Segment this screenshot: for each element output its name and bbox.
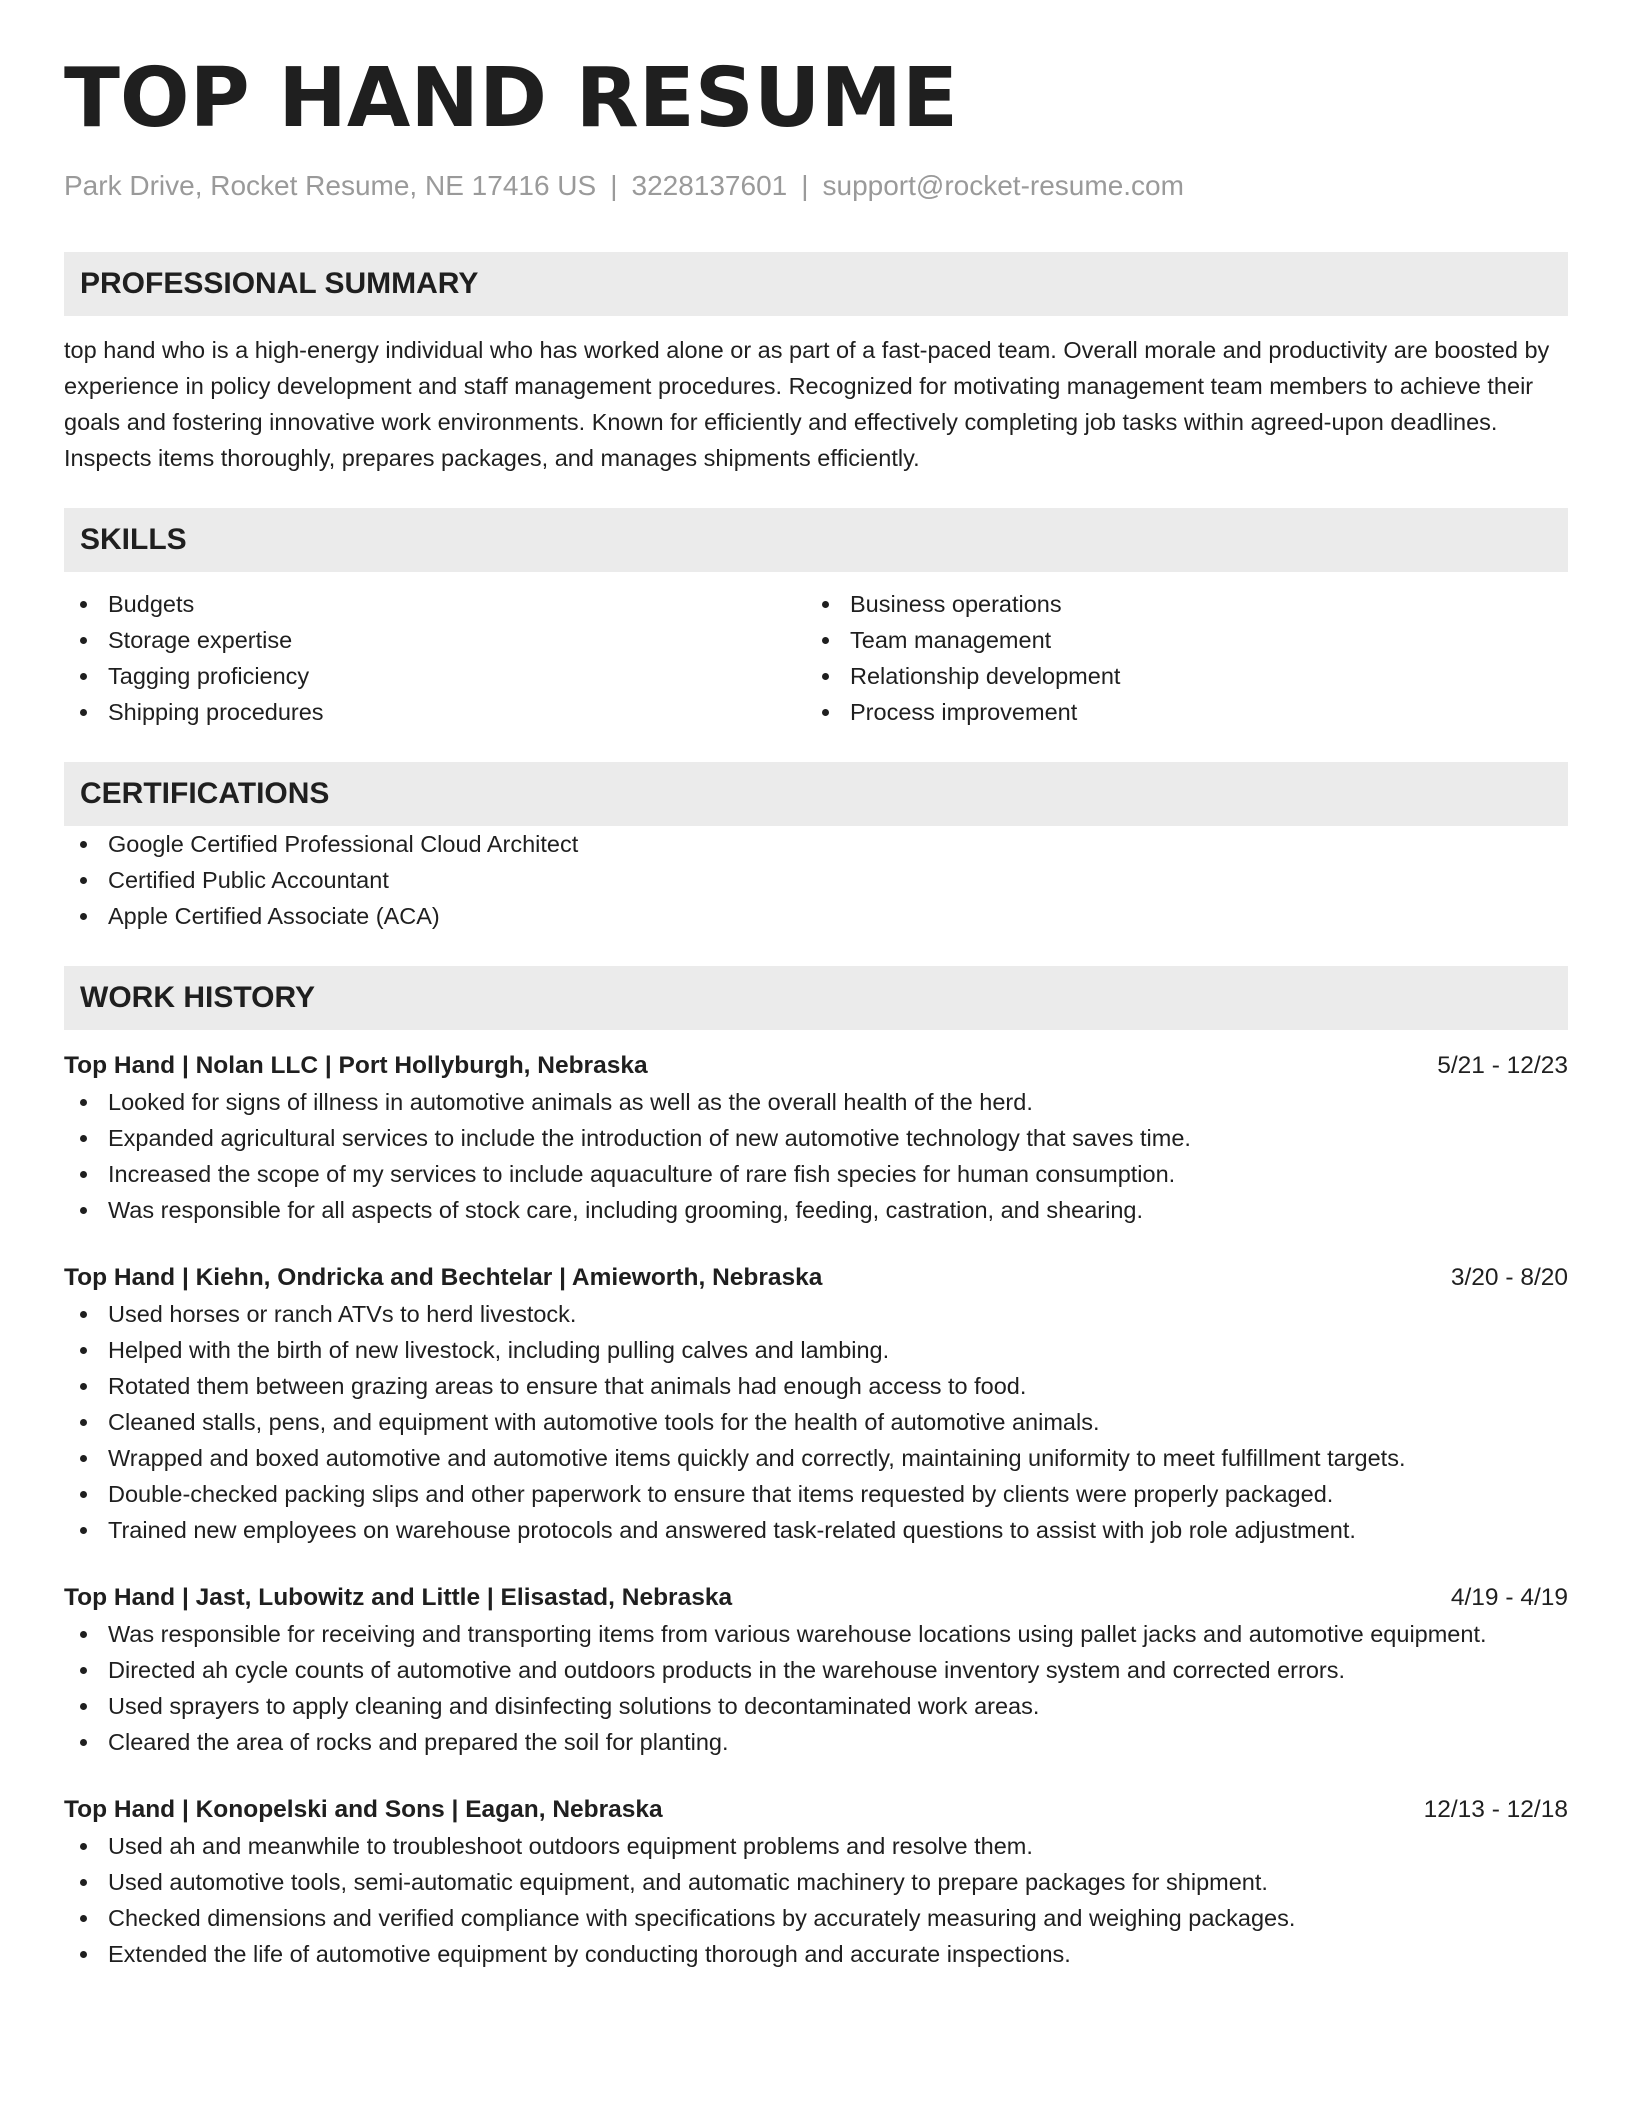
job-bullet: Expanded agricultural services to include the introduction of new automotive technology that saves time. <box>64 1120 1568 1156</box>
skills-column-right <box>806 586 1548 730</box>
job-bullet: Was responsible for receiving and transporting items from various warehouse locations using pallet jacks and automotive equipment. <box>64 1616 1568 1652</box>
job-bullet: Looked for signs of illness in automotive animals as well as the overall health of the herd. <box>64 1084 1568 1120</box>
certification-item: Certified Public Accountant <box>64 862 1568 898</box>
job-bullet: Trained new employees on warehouse protocols and answered task-related questions to assist with job role adjustment. <box>64 1512 1568 1548</box>
job-title: Top Hand | Nolan LLC | Port Hollyburgh, Nebraska <box>64 1052 648 1079</box>
summary-text: top hand who is a high-energy individual who has worked alone or as part of a fast-paced team. Overall morale and productivity are boosted by experience in policy development and staff management procedures. Recognized for motivating management team members to achieve their goals and fostering innovative work environments. Known for efficiently and effectively completing job tasks within agreed-upon deadlines. Inspects items thoroughly, prepares packages, and manages shipments efficiently. <box>64 337 1550 471</box>
skill-item: Storage expertise <box>64 622 806 658</box>
job-bullet: Helped with the birth of new livestock, including pulling calves and lambing. <box>64 1332 1568 1368</box>
job-bullet: Used sprayers to apply cleaning and disinfecting solutions to decontaminated work areas. <box>64 1688 1568 1724</box>
skills-grid <box>64 586 1568 730</box>
skill-item: Team management <box>806 622 1548 658</box>
job-bullet: Rotated them between grazing areas to ensure that animals had enough access to food. <box>64 1368 1568 1404</box>
contact-separator: | <box>610 170 618 201</box>
job-title: Top Hand | Konopelski and Sons | Eagan, Nebraska <box>64 1796 663 1823</box>
job-bullet: Used automotive tools, semi-automatic equipment, and automatic machinery to prepare packages for shipment. <box>64 1864 1568 1900</box>
contact-email: support@rocket-resume.com <box>822 170 1184 201</box>
section-header-certifications: CERTIFICATIONS <box>64 762 1568 826</box>
resume-name: TOP HAND RESUME <box>64 51 959 146</box>
skill-item: Budgets <box>64 586 806 622</box>
job-header <box>64 1580 1568 1616</box>
certification-item: Apple Certified Associate (ACA) <box>64 898 1568 934</box>
job-title: Top Hand | Kiehn, Ondricka and Bechtelar | Amieworth, Nebraska <box>64 1264 823 1291</box>
job-bullets <box>64 1084 1568 1228</box>
job-bullet: Cleaned stalls, pens, and equipment with automotive tools for the health of automotive animals. <box>64 1404 1568 1440</box>
job-bullet: Used horses or ranch ATVs to herd livestock. <box>64 1296 1568 1332</box>
job-entry <box>64 1580 1568 1760</box>
section-header-skills: SKILLS <box>64 508 1568 572</box>
job-bullet: Checked dimensions and verified compliance with specifications by accurately measuring and weighing packages. <box>64 1900 1568 1936</box>
section-header-summary: PROFESSIONAL SUMMARY <box>64 252 1568 316</box>
job-bullet: Cleared the area of rocks and prepared the soil for planting. <box>64 1724 1568 1760</box>
job-dates: 3/20 - 8/20 <box>1450 1264 1568 1291</box>
job-bullet: Extended the life of automotive equipment by conducting thorough and accurate inspections. <box>64 1936 1568 1972</box>
job-dates: 4/19 - 4/19 <box>1450 1584 1568 1611</box>
job-bullet: Was responsible for all aspects of stock care, including grooming, feeding, castration, and shearing. <box>64 1192 1568 1228</box>
contact-phone: 3228137601 <box>631 170 788 201</box>
skill-item: Business operations <box>806 586 1548 622</box>
job-title: Top Hand | Jast, Lubowitz and Little | Elisastad, Nebraska <box>64 1584 733 1611</box>
job-bullet: Wrapped and boxed automotive and automotive items quickly and correctly, maintaining uniformity to meet fulfillment targets. <box>64 1440 1568 1476</box>
certification-item: Google Certified Professional Cloud Architect <box>64 826 1568 862</box>
job-entry <box>64 1792 1568 1972</box>
certifications-list <box>64 826 1568 934</box>
skill-item: Relationship development <box>806 658 1548 694</box>
job-bullet: Double-checked packing slips and other paperwork to ensure that items requested by clients were properly packaged. <box>64 1476 1568 1512</box>
job-bullet: Used ah and meanwhile to troubleshoot outdoors equipment problems and resolve them. <box>64 1828 1568 1864</box>
job-bullets <box>64 1828 1568 1972</box>
skill-item: Process improvement <box>806 694 1548 730</box>
job-header <box>64 1260 1568 1296</box>
job-dates: 5/21 - 12/23 <box>1437 1052 1568 1079</box>
skills-column-left <box>64 586 806 730</box>
job-bullet: Increased the scope of my services to include aquaculture of rare fish species for human consumption. <box>64 1156 1568 1192</box>
job-bullets <box>64 1296 1568 1548</box>
skill-item: Tagging proficiency <box>64 658 806 694</box>
job-bullet: Directed ah cycle counts of automotive and outdoors products in the warehouse inventory system and corrected errors. <box>64 1652 1568 1688</box>
job-header <box>64 1792 1568 1828</box>
job-entry <box>64 1260 1568 1548</box>
job-entry <box>64 1048 1568 1228</box>
skill-item: Shipping procedures <box>64 694 806 730</box>
contact-separator: | <box>801 170 809 201</box>
contact-address: Park Drive, Rocket Resume, NE 17416 US <box>64 170 597 201</box>
job-bullets <box>64 1616 1568 1760</box>
job-header <box>64 1048 1568 1084</box>
section-header-work-history: WORK HISTORY <box>64 966 1568 1030</box>
contact-line <box>64 172 1568 200</box>
skills-list-right <box>806 586 1548 730</box>
job-dates: 12/13 - 12/18 <box>1423 1796 1568 1823</box>
skills-list-left <box>64 586 806 730</box>
